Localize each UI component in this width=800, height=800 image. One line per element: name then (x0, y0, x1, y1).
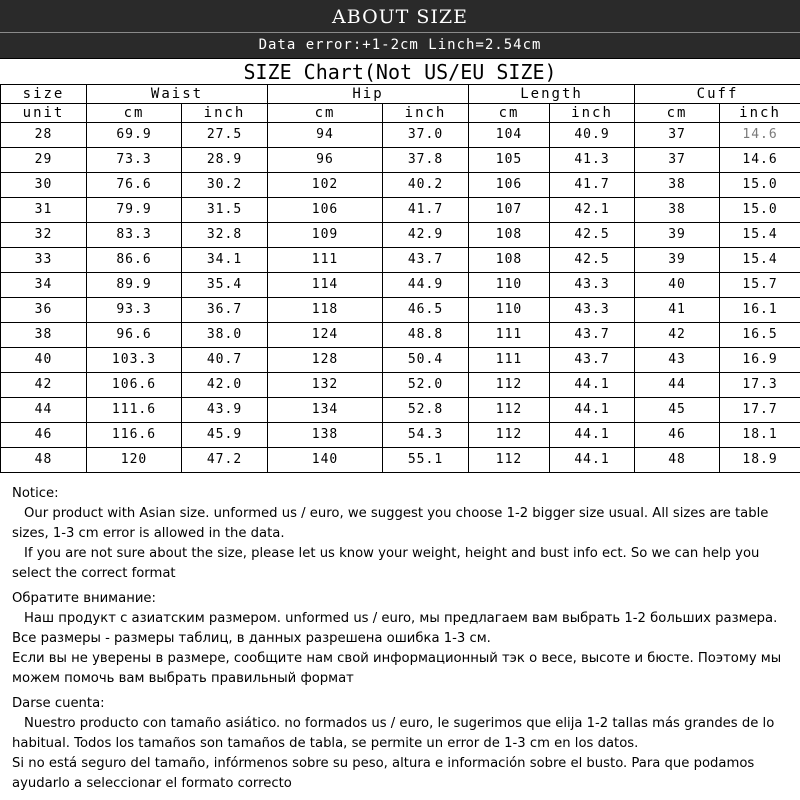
cuff-cm-cell: 45 (635, 398, 720, 423)
cuff-inch-header: inch (720, 104, 800, 123)
hip-cm-cell: 134 (268, 398, 383, 423)
cuff-header: Cuff (635, 85, 800, 104)
waist-header: Waist (87, 85, 268, 104)
waist-cm-cell: 116.6 (87, 423, 182, 448)
hip-inch-cell: 42.9 (383, 223, 469, 248)
cuff-cm-cell: 39 (635, 248, 720, 273)
header-divider (0, 32, 800, 33)
waist-inch-cell: 45.9 (182, 423, 268, 448)
table-row (1, 198, 800, 223)
size-table (0, 84, 800, 473)
cuff-cm-cell: 37 (635, 148, 720, 173)
length-inch-cell: 43.7 (550, 348, 635, 373)
hip-inch-header: inch (383, 104, 469, 123)
notice-text-en-1: Our product with Asian size. unformed us / euro, we suggest you choose 1-2 bigger size usual. All sizes are table sizes, 1-3 cm error is allowed in the data. (12, 506, 769, 541)
table-row (1, 148, 800, 173)
notice-text-es-2: Si no está seguro del tamaño, infórmenos sobre su peso, altura e información sobre el busto. Para que podamos ayudarlo a seleccionar el formato correcto (12, 756, 755, 791)
waist-inch-cell: 38.0 (182, 323, 268, 348)
waist-cm-header: cm (87, 104, 182, 123)
waist-cm-cell: 69.9 (87, 123, 182, 148)
table-row (1, 173, 800, 198)
hip-inch-cell: 44.9 (383, 273, 469, 298)
notice-text-ru-2: Если вы не уверены в размере, сообщите нам свой информационный тэк о весе, высоте и бюсте. Поэтому мы можем помочь вам выбрать правильный формат (12, 651, 782, 686)
length-cm-cell: 110 (469, 298, 550, 323)
hip-inch-cell: 52.8 (383, 398, 469, 423)
length-cm-cell: 110 (469, 273, 550, 298)
waist-inch-cell: 30.2 (182, 173, 268, 198)
header-bar (0, 0, 800, 58)
waist-cm-cell: 103.3 (87, 348, 182, 373)
size-cell: 29 (1, 148, 87, 173)
length-cm-cell: 106 (469, 173, 550, 198)
cuff-cm-cell: 44 (635, 373, 720, 398)
notice-russian (12, 589, 796, 689)
waist-cm-cell: 89.9 (87, 273, 182, 298)
size-cell: 38 (1, 323, 87, 348)
size-cell: 30 (1, 173, 87, 198)
hip-cm-cell: 114 (268, 273, 383, 298)
size-cell: 44 (1, 398, 87, 423)
waist-inch-cell: 43.9 (182, 398, 268, 423)
cuff-cm-cell: 48 (635, 448, 720, 473)
waist-cm-cell: 106.6 (87, 373, 182, 398)
length-cm-cell: 112 (469, 398, 550, 423)
hip-inch-cell: 37.0 (383, 123, 469, 148)
size-cell: 28 (1, 123, 87, 148)
table-row (1, 123, 800, 148)
notice-heading-es: Darse cuenta: (12, 696, 105, 711)
length-inch-cell: 42.1 (550, 198, 635, 223)
waist-cm-cell: 73.3 (87, 148, 182, 173)
waist-inch-cell: 28.9 (182, 148, 268, 173)
waist-inch-cell: 32.8 (182, 223, 268, 248)
hip-inch-cell: 48.8 (383, 323, 469, 348)
table-row (1, 248, 800, 273)
size-header: size (1, 85, 87, 104)
table-row (1, 423, 800, 448)
size-cell: 32 (1, 223, 87, 248)
notice-english (12, 484, 796, 584)
cuff-inch-cell: 14.6 (720, 148, 800, 173)
hip-cm-cell: 124 (268, 323, 383, 348)
waist-cm-cell: 120 (87, 448, 182, 473)
waist-cm-cell: 111.6 (87, 398, 182, 423)
size-cell: 48 (1, 448, 87, 473)
header-title: ABOUT SIZE (332, 6, 468, 28)
notice-text-es-1: Nuestro producto con tamaño asiático. no formados us / euro, le sugerimos que elija 1-2 tallas más grandes de lo habitual. Todos los tamaños son tamaños de tabla, se permite un error de 1-3 cm en los datos. (12, 716, 775, 751)
length-cm-header: cm (469, 104, 550, 123)
cuff-inch-cell: 15.0 (720, 173, 800, 198)
cuff-inch-cell: 14.6 (720, 123, 800, 148)
size-table-body (1, 123, 800, 473)
size-cell: 34 (1, 273, 87, 298)
hip-inch-cell: 54.3 (383, 423, 469, 448)
hip-cm-cell: 138 (268, 423, 383, 448)
length-inch-cell: 44.1 (550, 423, 635, 448)
waist-cm-cell: 79.9 (87, 198, 182, 223)
hip-inch-cell: 40.2 (383, 173, 469, 198)
hip-cm-cell: 140 (268, 448, 383, 473)
hip-cm-header: cm (268, 104, 383, 123)
size-cell: 33 (1, 248, 87, 273)
hip-cm-cell: 102 (268, 173, 383, 198)
length-cm-cell: 111 (469, 348, 550, 373)
notice-text-ru-1: Наш продукт с азиатским размером. unformed us / euro, мы предлагаем вам выбрать 1-2 больших размера. Все размеры - размеры таблиц, в данных разрешена ошибка 1-3 см. (12, 611, 778, 646)
table-row (1, 448, 800, 473)
cuff-inch-cell: 15.0 (720, 198, 800, 223)
table-row (1, 323, 800, 348)
length-cm-cell: 112 (469, 448, 550, 473)
length-inch-cell: 42.5 (550, 248, 635, 273)
length-inch-cell: 40.9 (550, 123, 635, 148)
cuff-inch-cell: 18.1 (720, 423, 800, 448)
cuff-inch-cell: 17.7 (720, 398, 800, 423)
cuff-cm-cell: 38 (635, 173, 720, 198)
table-row (1, 273, 800, 298)
waist-inch-header: inch (182, 104, 268, 123)
hip-cm-cell: 118 (268, 298, 383, 323)
hip-cm-cell: 106 (268, 198, 383, 223)
group-header-row (1, 85, 800, 104)
length-inch-cell: 44.1 (550, 448, 635, 473)
cuff-cm-cell: 38 (635, 198, 720, 223)
waist-inch-cell: 47.2 (182, 448, 268, 473)
length-inch-cell: 43.7 (550, 323, 635, 348)
size-chart-title: SIZE Chart(Not US/EU SIZE) (0, 58, 800, 84)
cuff-inch-cell: 15.4 (720, 248, 800, 273)
hip-cm-cell: 132 (268, 373, 383, 398)
length-cm-cell: 112 (469, 373, 550, 398)
hip-inch-cell: 41.7 (383, 198, 469, 223)
unit-header-row (1, 104, 800, 123)
cuff-cm-cell: 37 (635, 123, 720, 148)
cuff-inch-cell: 16.9 (720, 348, 800, 373)
length-inch-cell: 42.5 (550, 223, 635, 248)
size-cell: 36 (1, 298, 87, 323)
hip-cm-cell: 109 (268, 223, 383, 248)
size-cell: 46 (1, 423, 87, 448)
waist-cm-cell: 93.3 (87, 298, 182, 323)
length-inch-header: inch (550, 104, 635, 123)
hip-cm-cell: 128 (268, 348, 383, 373)
cuff-cm-cell: 39 (635, 223, 720, 248)
hip-cm-cell: 96 (268, 148, 383, 173)
cuff-cm-header: cm (635, 104, 720, 123)
cuff-cm-cell: 40 (635, 273, 720, 298)
notice-text-en-2: If you are not sure about the size, please let us know your weight, height and bust info ect. So we can help you select the correct format (12, 546, 760, 581)
hip-cm-cell: 94 (268, 123, 383, 148)
waist-inch-cell: 40.7 (182, 348, 268, 373)
length-inch-cell: 43.3 (550, 273, 635, 298)
length-cm-cell: 108 (469, 223, 550, 248)
cuff-cm-cell: 46 (635, 423, 720, 448)
table-row (1, 398, 800, 423)
notice-spanish (12, 694, 796, 794)
size-cell: 40 (1, 348, 87, 373)
length-cm-cell: 108 (469, 248, 550, 273)
length-cm-cell: 112 (469, 423, 550, 448)
length-cm-cell: 105 (469, 148, 550, 173)
waist-inch-cell: 31.5 (182, 198, 268, 223)
table-row (1, 373, 800, 398)
length-cm-cell: 107 (469, 198, 550, 223)
length-inch-cell: 41.7 (550, 173, 635, 198)
hip-cm-cell: 111 (268, 248, 383, 273)
notice-heading-en: Notice: (12, 486, 59, 501)
hip-inch-cell: 52.0 (383, 373, 469, 398)
hip-header: Hip (268, 85, 469, 104)
table-row (1, 223, 800, 248)
waist-inch-cell: 34.1 (182, 248, 268, 273)
length-inch-cell: 41.3 (550, 148, 635, 173)
notice-heading-ru: Обратите внимание: (12, 591, 156, 606)
cuff-inch-cell: 16.5 (720, 323, 800, 348)
size-cell: 42 (1, 373, 87, 398)
size-notes (12, 484, 796, 799)
waist-inch-cell: 42.0 (182, 373, 268, 398)
cuff-cm-cell: 41 (635, 298, 720, 323)
table-row (1, 298, 800, 323)
hip-inch-cell: 55.1 (383, 448, 469, 473)
hip-inch-cell: 43.7 (383, 248, 469, 273)
waist-inch-cell: 36.7 (182, 298, 268, 323)
cuff-cm-cell: 42 (635, 323, 720, 348)
waist-cm-cell: 83.3 (87, 223, 182, 248)
hip-inch-cell: 46.5 (383, 298, 469, 323)
waist-cm-cell: 76.6 (87, 173, 182, 198)
unit-header: unit (1, 104, 87, 123)
header-subtitle: Data error:+1-2cm Linch=2.54cm (258, 37, 542, 53)
cuff-inch-cell: 18.9 (720, 448, 800, 473)
cuff-inch-cell: 15.7 (720, 273, 800, 298)
waist-cm-cell: 86.6 (87, 248, 182, 273)
length-cm-cell: 111 (469, 323, 550, 348)
length-cm-cell: 104 (469, 123, 550, 148)
table-row (1, 348, 800, 373)
cuff-inch-cell: 17.3 (720, 373, 800, 398)
cuff-cm-cell: 43 (635, 348, 720, 373)
length-header: Length (469, 85, 635, 104)
waist-inch-cell: 27.5 (182, 123, 268, 148)
cuff-inch-cell: 15.4 (720, 223, 800, 248)
waist-cm-cell: 96.6 (87, 323, 182, 348)
length-inch-cell: 44.1 (550, 373, 635, 398)
size-cell: 31 (1, 198, 87, 223)
length-inch-cell: 44.1 (550, 398, 635, 423)
hip-inch-cell: 50.4 (383, 348, 469, 373)
cuff-inch-cell: 16.1 (720, 298, 800, 323)
waist-inch-cell: 35.4 (182, 273, 268, 298)
length-inch-cell: 43.3 (550, 298, 635, 323)
hip-inch-cell: 37.8 (383, 148, 469, 173)
